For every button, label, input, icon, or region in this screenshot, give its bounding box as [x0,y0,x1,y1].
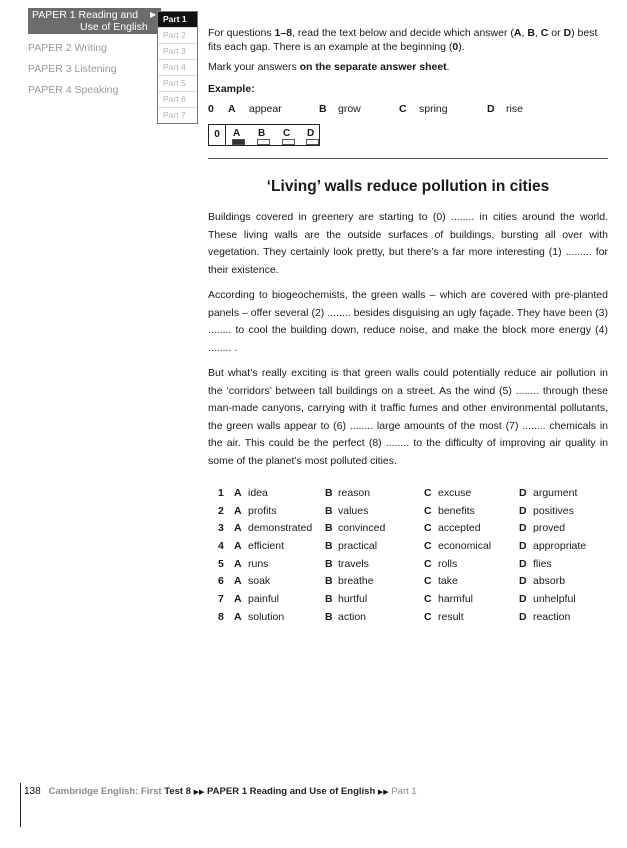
option-word-d: argument [533,487,578,499]
question-number: 8 [218,610,224,623]
option-word-d: reaction [533,610,571,623]
option-letter-d: D [519,575,527,588]
parts-list [157,11,198,124]
option-word-a: efficient [248,540,284,553]
option-letter-d: D [519,593,527,606]
double-arrow-icon: ▶▶ [193,789,205,796]
option-word-b: convinced [338,522,386,535]
option-letter-d: D [519,522,527,535]
option-letter-d: D [519,540,527,553]
instr-letter: C [540,27,549,39]
instruction-line-2 [208,60,608,74]
option-letter-a: A [234,504,242,517]
instr-text: Mark your answers [208,61,300,73]
option-letter-b: B [325,593,333,606]
option-word-a: soak [248,575,271,588]
question-number: 6 [218,575,224,588]
example-option-letter: B [319,103,327,115]
answer-mark [306,139,319,145]
instr-text: ). [458,41,465,53]
instr-text: , [534,27,541,39]
example-box-number: 0 [209,125,226,145]
instr-text: or [548,27,564,39]
option-word-d: appropriate [533,540,587,553]
option-word-c: harmful [438,593,474,606]
instruction-line-1 [208,26,608,54]
question-row [208,505,608,523]
question-number: 3 [218,522,224,535]
option-word-a: solution [248,610,285,623]
option-letter-c: C [424,522,432,535]
footer-paper: PAPER 1 Reading and Use of English [207,786,376,797]
nav-paper-3-label: PAPER 3 [28,63,72,75]
option-letter-a: A [234,557,242,570]
part-tab-6[interactable]: Part 6 [158,91,197,107]
option-letter-c: C [424,593,432,606]
option-letter-c: C [424,575,432,588]
option-word-c: result [438,610,464,623]
option-letter-b: B [325,487,333,499]
option-word-c: rolls [438,557,458,570]
nav-paper-1-label: PAPER 1 [32,9,76,21]
instructions [208,26,608,96]
part-tab-4[interactable]: Part 4 [158,59,197,75]
instr-letter: D [563,27,572,39]
option-word-a: demonstrated [248,522,313,535]
question-row [208,575,608,593]
option-word-d: proved [533,522,566,535]
option-letter-a: A [234,487,242,499]
option-letter-c: C [424,504,432,517]
nav-paper-3[interactable] [28,63,158,75]
nav-paper-1[interactable] [28,8,161,34]
nav-paper-2-name: Writing [74,42,107,54]
option-word-c: excuse [438,487,472,499]
example-box-letter: A [233,128,241,139]
question-number: 1 [218,487,224,499]
option-letter-b: B [325,504,333,517]
instr-text: ) best fits each gap. There is an example at the beginning ( [208,27,598,53]
question-row [208,593,608,611]
nav-paper-4-name: Speaking [74,84,119,96]
question-number: 7 [218,593,224,606]
option-word-a: runs [248,557,269,570]
answer-mark [282,139,295,145]
arrow-right-icon: ▶ [150,10,157,19]
option-letter-c: C [424,540,432,553]
page-number: 138 [24,786,41,797]
part-tab-2[interactable]: Part 2 [158,27,197,43]
option-word-a: profits [248,504,277,517]
option-letter-c: C [424,487,432,499]
option-word-d: positives [533,504,574,517]
option-word-c: economical [438,540,492,553]
part-tab-1[interactable]: Part 1 [158,12,197,27]
footer-rule [20,783,21,827]
example-option-word: grow [338,103,361,115]
instr-answer-sheet: on the separate answer sheet [299,61,447,73]
option-word-d: unhelpful [533,593,576,606]
part-tab-3[interactable]: Part 3 [158,43,197,59]
example-label: Example: [208,83,255,95]
option-letter-b: B [325,575,333,588]
option-word-d: flies [533,557,552,570]
double-arrow-icon: ▶▶ [377,789,389,796]
option-word-b: reason [338,487,371,499]
option-word-a: painful [248,593,279,606]
option-letter-d: D [519,504,527,517]
example-option-letter: D [487,103,495,115]
article-title: ‘Living’ walls reduce pollution in cities [266,178,550,195]
nav-paper-2-label: PAPER 2 [28,42,72,54]
example-number: 0 [208,103,214,115]
question-row [208,540,608,558]
instr-text: , read the text below and decide which answer ( [292,27,514,39]
instr-range: 1–8 [274,27,293,39]
option-word-c: benefits [438,504,475,517]
article-paragraph-2: According to biogeochemists, the green walls – which are covered with pre-planted panels – offer several (2) ........ besides disguising an ugly façade. They have been (3) ........ to cool the building down, reduce noise, and make the block more energy (4) ........ . [208,289,608,354]
nav-paper-1-name: Reading and [78,9,139,21]
instr-text: , [521,27,528,39]
option-word-b: values [338,504,369,517]
instr-letter: B [527,27,535,39]
answer-mark-selected [232,139,245,145]
option-letter-b: B [325,540,333,553]
question-row [208,611,608,629]
option-word-c: take [438,575,458,588]
option-letter-c: C [424,610,432,623]
example-answer-box [208,124,320,146]
option-letter-b: B [325,557,333,570]
question-number: 5 [218,557,224,570]
option-word-a: idea [248,487,268,499]
footer-brand: Cambridge English: First [48,786,162,797]
part-tab-7[interactable]: Part 7 [158,107,197,123]
question-number: 2 [218,504,224,517]
option-letter-b: B [325,610,333,623]
question-options-table [208,487,608,629]
footer-part: Part 1 [391,786,417,797]
instr-letter: A [513,27,522,39]
example-option-letter: C [399,103,407,115]
example-box-letter: D [307,128,315,139]
example-option-letter: A [228,103,236,115]
option-letter-a: A [234,522,242,535]
example-option-word: appear [249,103,282,115]
example-box-letter: B [258,128,266,139]
instr-text: . [446,61,450,73]
option-letter-a: A [234,610,242,623]
instr-zero: 0 [452,41,459,53]
nav-paper-3-name: Listening [74,63,117,75]
section-divider [208,158,608,159]
option-letter-b: B [325,522,333,535]
option-letter-d: D [519,557,527,570]
option-word-b: practical [338,540,378,553]
article-paragraph-1: Buildings covered in greenery are starting to (0) ........ in cities around the world. These living walls are the outside surfaces of buildings, bursting all over with vegetation. They certainly look pretty, but there’s a far more interesting (1) ......... for their existence. [208,211,608,276]
nav-paper-1-name2: Use of English [80,21,148,33]
option-letter-c: C [424,557,432,570]
nav-paper-4-label: PAPER 4 [28,84,72,96]
page-footer [24,786,417,797]
option-letter-d: D [519,487,527,499]
instr-text: For questions [208,27,275,39]
example-box-letter: C [283,128,291,139]
option-word-b: action [338,610,367,623]
option-letter-a: A [234,540,242,553]
question-number: 4 [218,540,224,553]
answer-mark [257,139,270,145]
question-row [208,522,608,540]
option-letter-a: A [234,593,242,606]
option-word-d: absorb [533,575,566,588]
part-tab-5[interactable]: Part 5 [158,75,197,91]
option-word-b: travels [338,557,369,570]
question-row [208,558,608,576]
nav-paper-4[interactable] [28,84,158,96]
example-option-word: rise [506,103,523,115]
option-word-b: hurtful [338,593,368,606]
article-paragraph-3: But what’s really exciting is that green walls could potentially reduce air pollution in the ‘corridors’ between tall buildings on a street. As the wind (5) ........ through these man-made canyons, carrying with it traffic fumes and other environmental pollutants, the green walls appear to (6) ........ large amounts of the most (7) ........ chemicals in the air. This could be the perfect (8) ........ to the difficulty of improving air quality in some of the planet’s most polluted cities. [208,367,608,467]
option-letter-d: D [519,610,527,623]
question-row [208,487,608,505]
nav-paper-2[interactable] [28,42,158,54]
option-letter-a: A [234,575,242,588]
footer-test: Test 8 [164,786,191,797]
option-word-c: accepted [438,522,481,535]
option-word-b: breathe [338,575,374,588]
example-option-word: spring [419,103,448,115]
